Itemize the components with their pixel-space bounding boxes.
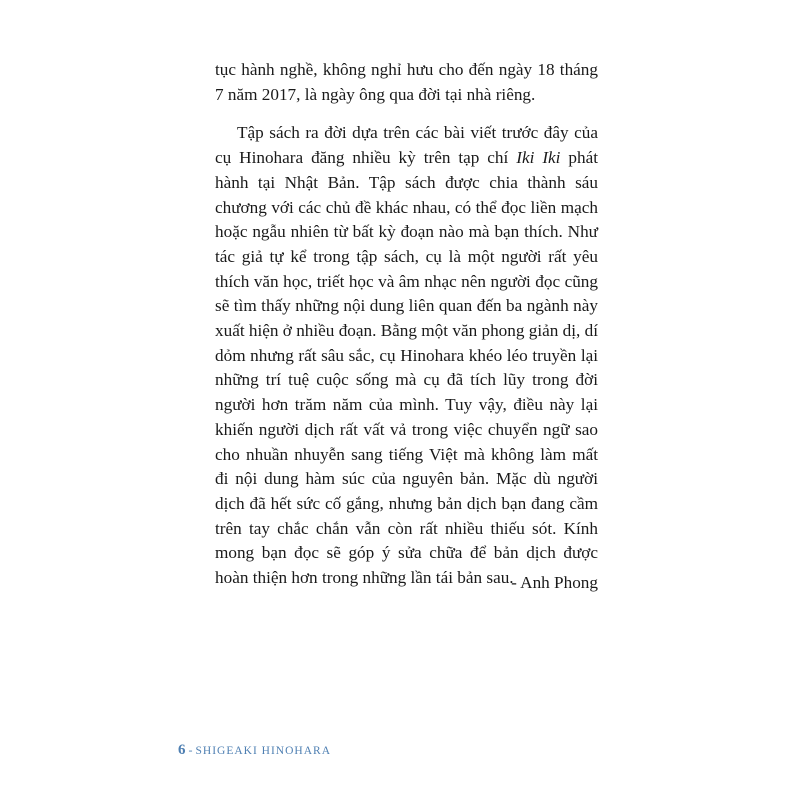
magazine-title: Iki Iki <box>516 148 561 168</box>
footer-author: SHIGEAKI HINOHARA <box>195 745 332 757</box>
paragraph-main <box>215 121 598 590</box>
body-text <box>215 58 598 591</box>
page-number: 6 <box>178 742 187 758</box>
paragraph-continued: tục hành nghề, không nghỉ hưu cho đến ngày 18 tháng 7 năm 2017, là ngày ông qua đời tại nhà riêng. <box>215 60 598 104</box>
footer-separator: - <box>188 743 194 757</box>
paragraph-main-rest: phát hành tại Nhật Bản. Tập sách được chia thành sáu chương với các chủ đề khác nhau, có thể đọc liền mạch hoặc ngẫu nhiên từ bất kỳ đoạn nào mà bạn thích. Như tác giả tự kể trong tập sách, cụ là một người rất yêu thích văn học, triết học và âm nhạc nên người đọc cũng sẽ tìm thấy những nội dung liên quan đến ba ngành này xuất hiện ở nhiều đoạn. Bằng một văn phong giản dị, dí dỏm nhưng rất sâu sắc, cụ Hinohara khéo léo truyền lại những trí tuệ cuộc sống mà cụ đã tích lũy trong đời người hơn trăm năm của mình. Tuy vậy, điều này lại khiến người dịch rất vất vả trong việc chuyển ngữ sao cho nhuần nhuyễn sang tiếng Việt mà không làm mất đi nội dung hàm súc của nguyên bản. Mặc dù người dịch đã hết sức cố gắng, nhưng bản dịch bạn đang cầm trên tay chắc chắn vẫn còn rất nhiều thiếu sót. Kính mong bạn đọc sẽ góp ý sửa chữa để bản dịch được hoàn thiện hơn trong những lần tái bản sau. <box>215 148 598 588</box>
page-footer <box>178 741 331 759</box>
translator-signature: - Anh Phong <box>511 573 598 592</box>
paragraph-main-start: Tập sách ra đời dựa trên các bài viết trước đây của cụ Hinohara đăng nhiều kỳ trên tạp chí <box>215 123 598 168</box>
